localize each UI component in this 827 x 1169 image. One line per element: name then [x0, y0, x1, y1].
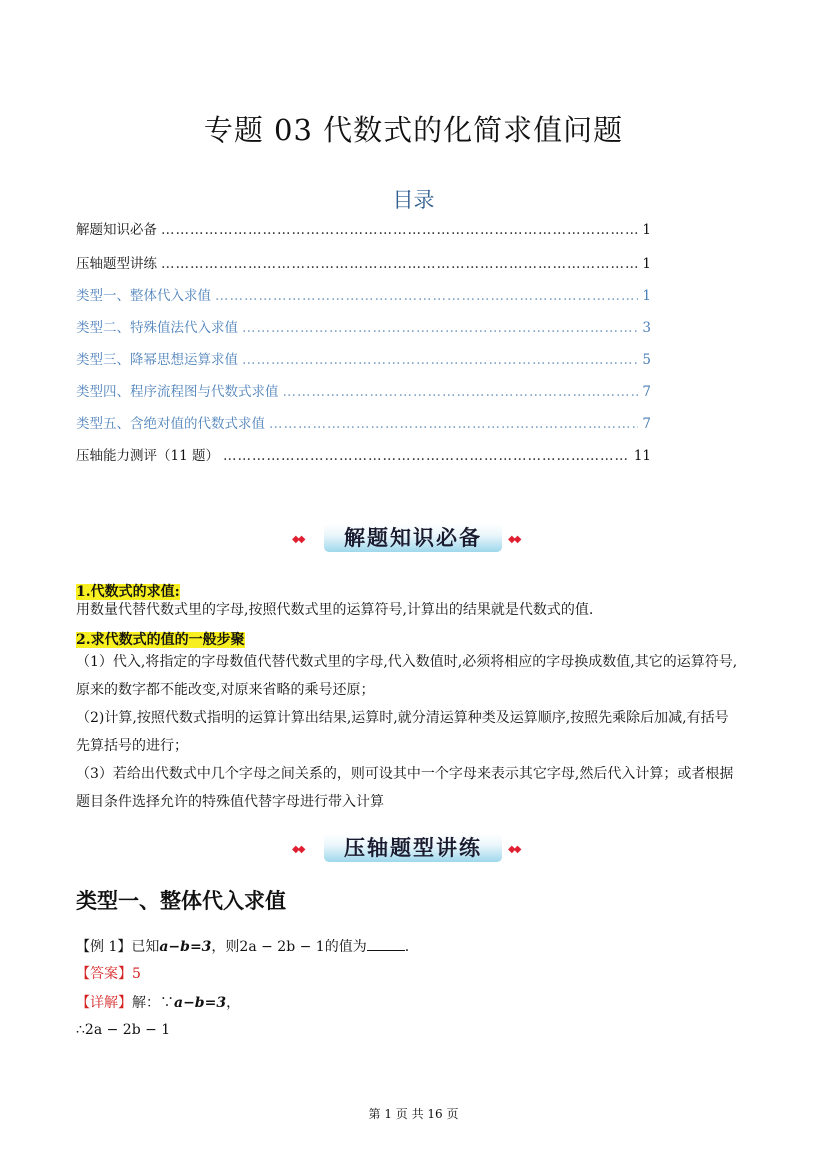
toc-item[interactable] [76, 412, 651, 432]
toc-leader-dots [242, 320, 638, 336]
toc-item-page: 7 [642, 416, 651, 432]
toc-item[interactable] [76, 444, 651, 464]
toc-heading: 目录 [392, 188, 435, 212]
toc-item-page: 3 [642, 320, 651, 336]
banner-knowledge [290, 522, 537, 556]
toc-item-label: 压轴能力测评（11 题） [76, 448, 219, 464]
knowledge-heading-1: 1.代数式的求值: [76, 584, 180, 600]
page-title: 专题 03 代数式的化简求值问题 [203, 113, 624, 147]
toc-item-label: 类型五、含绝对值的代数式求值 [76, 416, 265, 432]
page-footer: 第 1 页 共 16 页 [368, 1107, 459, 1121]
toc-item[interactable] [76, 284, 651, 304]
toc-item-page: 1 [642, 222, 651, 238]
knowledge-step-1b: 原来的数字都不能改变,对原来省略的乘号还原； [76, 682, 375, 698]
example-label: 【例 1】 [76, 939, 132, 955]
diamond-icon: ◆◆ [292, 844, 304, 855]
toc-item-label: 压轴题型讲练 [76, 256, 157, 272]
toc-item[interactable] [76, 348, 651, 368]
knowledge-step-1a: （1）代入,将指定的字母数值代替代数式里的字母,代入数值时,必须将相应的字母换成数值,其它的运算符号, [76, 654, 738, 670]
toc-item-label: 解题知识必备 [76, 222, 157, 238]
toc-item-label: 类型三、降幂思想运算求值 [76, 352, 238, 368]
knowledge-paragraph-1: 用数量代替代数式里的字母,按照代数式里的运算符号,计算出的结果就是代数式的值. [76, 602, 594, 618]
banner-practice [290, 832, 537, 866]
answer-label: 【答案】 [76, 966, 132, 982]
diamond-icon: ◆◆ [508, 534, 520, 545]
knowledge-step-3a: （3）若给出代数式中几个字母之间关系的，则可设其中一个字母来表示其它字母,然后代入计算；或者根据 [76, 766, 734, 782]
section-heading: 类型一、整体代入求值 [76, 889, 286, 913]
detail-label: 【详解】 [76, 995, 132, 1011]
toc-item[interactable] [76, 316, 651, 336]
knowledge-step-2b: 先算括号的进行； [76, 738, 188, 754]
toc-item-label: 类型四、程序流程图与代数式求值 [76, 384, 279, 400]
toc-item-page: 11 [633, 448, 651, 464]
knowledge-step-2a: （2)计算,按照代数式指明的运算计算出结果,运算时,就分清运算种类及运算顺序,按照先乘除后加减,有括号 [76, 710, 729, 726]
toc-item-page: 1 [642, 256, 651, 272]
toc-item-label: 类型一、整体代入求值 [76, 288, 211, 304]
knowledge-heading-2: 2.求代数式的值的一般步聚 [76, 632, 245, 648]
toc-item-page: 5 [642, 352, 651, 368]
example-condition: a−b=3 [159, 939, 212, 955]
diamond-icon: ◆◆ [508, 844, 520, 855]
toc-item-page: 7 [642, 384, 651, 400]
banner-practice-label: 压轴题型讲练 [344, 836, 482, 860]
toc-item-label: 类型二、特殊值法代入求值 [76, 320, 238, 336]
toc-leader-dots [161, 256, 638, 272]
toc-leader-dots [215, 288, 638, 304]
toc-leader-dots [269, 416, 638, 432]
toc-item[interactable] [76, 218, 651, 238]
answer-line [76, 963, 141, 983]
toc-item[interactable] [76, 252, 651, 272]
detail-step: ∴2a − 2b − 1 [76, 1022, 171, 1038]
toc-leader-dots [242, 352, 638, 368]
toc-item-page: 1 [642, 288, 651, 304]
example-expression: 2a − 2b − 1 [239, 939, 325, 955]
answer-value: 5 [132, 966, 141, 982]
example-1: 【例 1】已知a−b=3，则2a − 2b − 1的值为 . [76, 939, 410, 955]
toc-item[interactable] [76, 380, 651, 400]
toc-leader-dots [161, 222, 638, 238]
toc-leader-dots [283, 384, 639, 400]
diamond-icon: ◆◆ [292, 534, 304, 545]
detail-line: 【详解】解：∵a−b=3， [76, 995, 241, 1011]
banner-knowledge-label: 解题知识必备 [344, 526, 482, 550]
knowledge-step-3b: 题目条件选择允许的特殊值代替字母进行带入计算 [76, 794, 384, 810]
toc-leader-dots [223, 448, 630, 464]
answer-blank [367, 938, 405, 951]
